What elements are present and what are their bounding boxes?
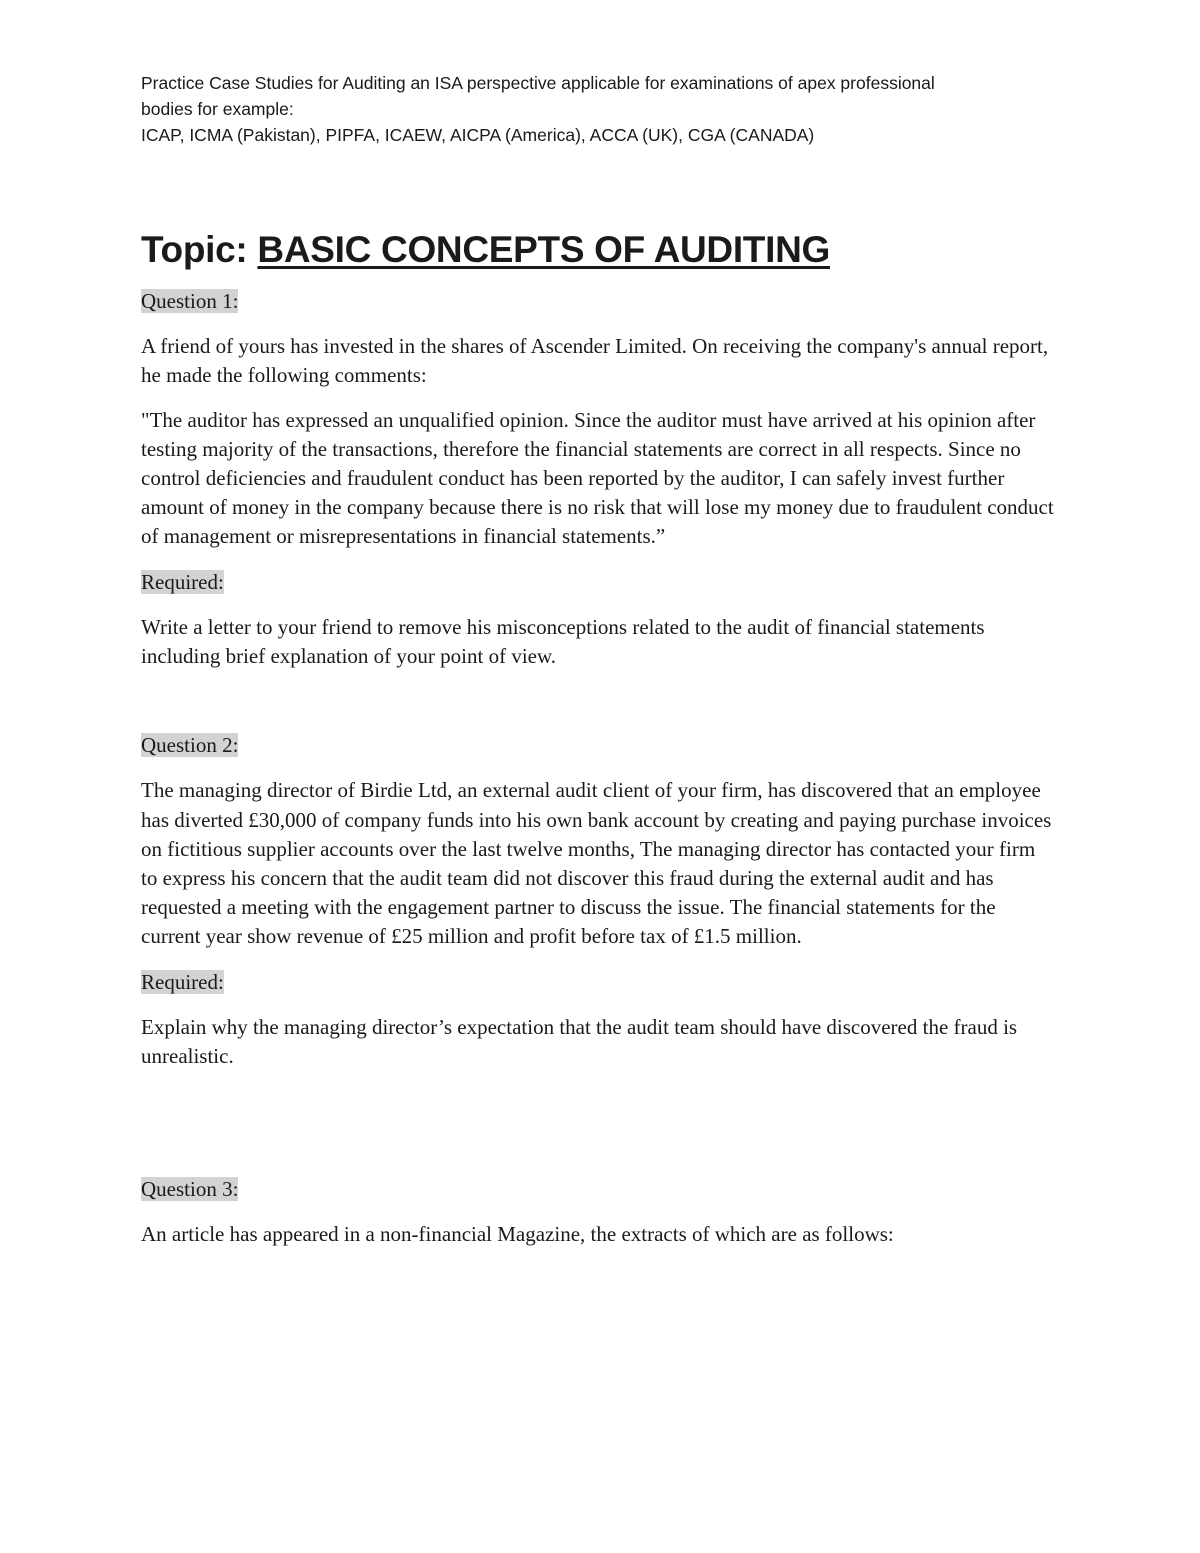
question-3-body: An article has appeared in a non-financial Magazine, the extracts of which are as follows: xyxy=(141,1222,894,1247)
topic-prefix: Topic: xyxy=(141,229,248,270)
question-1-required-label: Required: xyxy=(141,569,224,594)
intro-block xyxy=(141,70,1056,148)
intro-line-3: ICAP, ICMA (Pakistan), PIPFA, ICAEW, AICPA (America), ACCA (UK), CGA (CANADA) xyxy=(141,125,815,145)
question-2-heading: Question 2: xyxy=(141,733,239,758)
topic-heading xyxy=(141,228,1056,272)
question-1-quote: "The auditor has expressed an unqualified opinion. Since the auditor must have arrived at his opinion after testing majority of the transactions, therefore the financial statements are correct in all respects. Since no control deficiencies and fraudulent conduct has been reported by the auditor, I can safely invest further amount of money in the company because there is no risk that will lose my money due to fraudulent conduct of management or misrepresentations in financial statements.” xyxy=(141,407,1054,549)
intro-line-2: bodies for example: xyxy=(141,99,294,119)
question-1 xyxy=(141,287,1056,671)
question-2-body: The managing director of Birdie Ltd, an external audit client of your firm, has discovered that an employee has diverted £30,000 of company funds into his own bank account by creating and paying purchase invoices on fictitious supplier accounts over the last twelve months, The managing director has contacted your firm to express his concern that the audit team did not discover this fraud during the external audit and has requested a meeting with the engagement partner to discuss the issue. The financial statements for the current year show revenue of £25 million and profit before tax of £1.5 million. xyxy=(141,778,1052,949)
question-1-heading: Question 1: xyxy=(141,289,239,313)
intro-line-1: Practice Case Studies for Auditing an ISA perspective applicable for examinations of apex professional xyxy=(141,73,935,93)
question-3-heading: Question 3: xyxy=(141,1177,239,1202)
question-1-required-text: Write a letter to your friend to remove his misconceptions related to the audit of financial statements including brief explanation of your point of view. xyxy=(141,614,985,669)
question-3 xyxy=(141,1175,1056,1249)
question-2-required-label: Required: xyxy=(141,969,224,994)
topic-name: BASIC CONCEPTS OF AUDITING xyxy=(257,229,830,270)
document-page xyxy=(141,70,1056,1250)
question-2-required-text: Explain why the managing director’s expectation that the audit team should have discovered the fraud is unrealistic. xyxy=(141,1014,1018,1069)
question-2 xyxy=(141,731,1056,1071)
question-1-body: A friend of yours has invested in the shares of Ascender Limited. On receiving the company's annual report, he made the following comments: xyxy=(141,334,1049,388)
